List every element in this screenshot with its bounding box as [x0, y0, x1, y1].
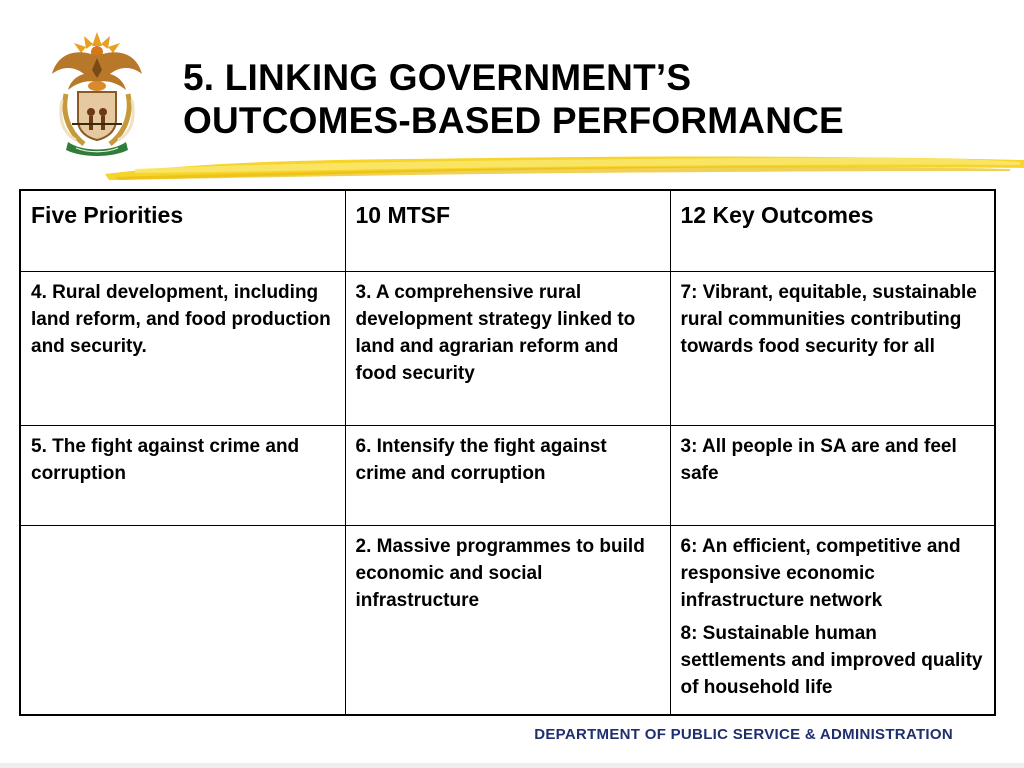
table-row [20, 272, 995, 426]
header-five-priorities: Five Priorities [20, 190, 345, 272]
cell-priority: 5. The fight against crime and corruption [20, 426, 345, 526]
footer-department: DEPARTMENT OF PUBLIC SERVICE & ADMINISTRATION [534, 726, 953, 743]
table-header-row [20, 190, 995, 272]
table-row [20, 526, 995, 716]
south-africa-coat-of-arms-icon [48, 30, 146, 156]
table-row [20, 426, 995, 526]
header-10-mtsf: 10 MTSF [345, 190, 670, 272]
bottom-divider [0, 763, 1024, 768]
cell-outcomes [670, 272, 995, 426]
slide-title-line-2: OUTCOMES-BASED PERFORMANCE [183, 100, 844, 141]
outcome-item: 7: Vibrant, equitable, sustainable rural communities contributing towards food security for all [680, 282, 977, 357]
cell-mtsf: 2. Massive programmes to build economic and social infrastructure [345, 526, 670, 716]
cell-outcomes [670, 526, 995, 716]
cell-priority [20, 526, 345, 716]
cell-priority: 4. Rural development, including land reform, and food production and security. [20, 272, 345, 426]
outcome-item: 3: All people in SA are and feel safe [680, 436, 957, 484]
cell-mtsf: 3. A comprehensive rural development strategy linked to land and agrarian reform and food security [345, 272, 670, 426]
slide-title [183, 56, 1003, 142]
cell-outcomes [670, 426, 995, 526]
outcome-item: 8: Sustainable human settlements and improved quality of household life [680, 623, 983, 698]
slide-title-line-1: 5. LINKING GOVERNMENT’S [183, 57, 692, 98]
cell-mtsf: 6. Intensify the fight against crime and corruption [345, 426, 670, 526]
outcomes-table [19, 189, 996, 716]
highlight-brush-stroke [105, 146, 1024, 188]
outcome-item: 6: An efficient, competitive and responsive economic infrastructure network [680, 536, 961, 611]
header-12-key-outcomes: 12 Key Outcomes [670, 190, 995, 272]
